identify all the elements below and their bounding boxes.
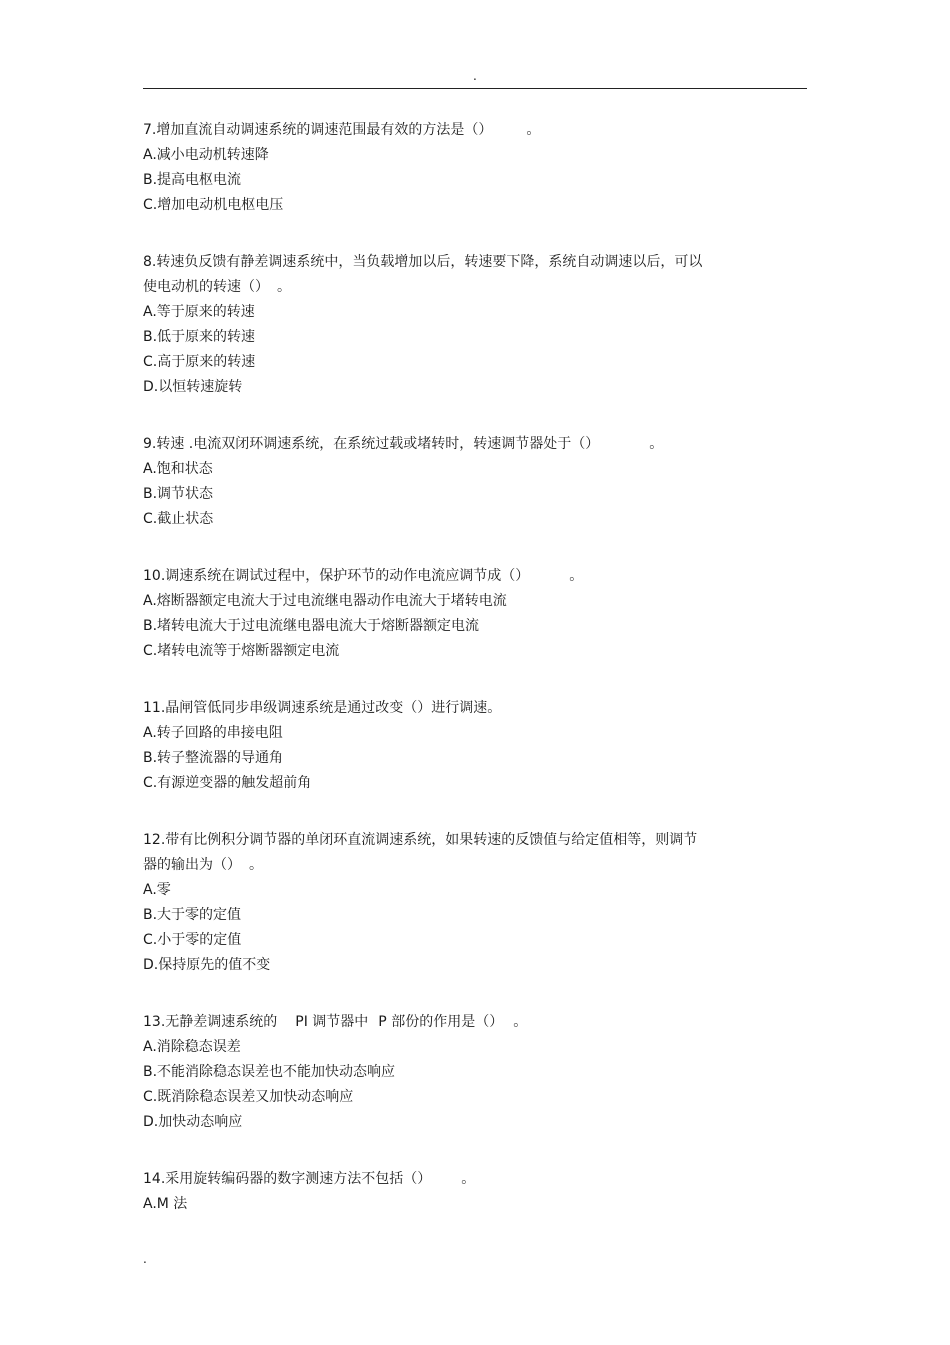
stem-text: 7.增加直流自动调速系统的调速范围最有效的方法是（） bbox=[143, 122, 493, 138]
option-b: B.转子整流器的导通角 bbox=[143, 750, 284, 766]
option-d: D.加快动态响应 bbox=[143, 1114, 243, 1130]
option-a: A.零 bbox=[143, 882, 171, 898]
question-13 bbox=[143, 1010, 743, 1135]
option-d: D.以恒转速旋转 bbox=[143, 379, 243, 395]
stem-text: 器的输出为（） bbox=[143, 857, 241, 873]
option-c: C.既消除稳态误差又加快动态响应 bbox=[143, 1089, 354, 1105]
stem-text: 9.转速 .电流双闭环调速系统，在系统过载或堵转时，转速调节器处于（） bbox=[143, 436, 600, 452]
question-stem: 12.带有比例积分调节器的单闭环直流调速系统，如果转速的反馈值与给定值相等，则调节 bbox=[143, 832, 698, 848]
question-stem bbox=[143, 432, 743, 457]
stem-period: 。 bbox=[649, 436, 664, 452]
stem-period: 。 bbox=[513, 1014, 528, 1030]
option-c: C.有源逆变器的触发超前角 bbox=[143, 775, 312, 791]
question-10 bbox=[143, 564, 743, 664]
option-a: A.熔断器额定电流大于过电流继电器动作电流大于堵转电流 bbox=[143, 593, 507, 609]
question-stem-cont bbox=[143, 853, 743, 878]
footer-mark: . bbox=[143, 1252, 147, 1266]
option-c: C.截止状态 bbox=[143, 511, 214, 527]
question-stem-cont bbox=[143, 275, 743, 300]
option-c: C.小于零的定值 bbox=[143, 932, 242, 948]
question-8 bbox=[143, 250, 743, 400]
header-mark: . bbox=[473, 69, 477, 83]
stem-text: 10.调速系统在调试过程中，保护环节的动作电流应调节成（） bbox=[143, 568, 530, 584]
question-11 bbox=[143, 696, 743, 796]
option-a: A.M 法 bbox=[143, 1196, 188, 1212]
option-c: C.增加电动机电枢电压 bbox=[143, 197, 284, 213]
stem-period: 。 bbox=[277, 279, 291, 295]
stem-text: 14.采用旋转编码器的数字测速方法不包括（） bbox=[143, 1171, 432, 1187]
question-stem: 11.晶闸管低同步串级调速系统是通过改变（）进行调速。 bbox=[143, 700, 502, 716]
option-a: A.饱和状态 bbox=[143, 461, 213, 477]
stem-period: 。 bbox=[569, 568, 584, 584]
question-stem bbox=[143, 118, 743, 143]
option-b: B.提高电枢电流 bbox=[143, 172, 242, 188]
stem-period: 。 bbox=[249, 857, 263, 873]
option-a: A.减小电动机转速降 bbox=[143, 147, 269, 163]
question-stem bbox=[143, 1167, 743, 1192]
option-b: B.低于原来的转速 bbox=[143, 329, 256, 345]
option-b: B.大于零的定值 bbox=[143, 907, 242, 923]
header-rule bbox=[143, 88, 807, 89]
option-b: B.堵转电流大于过电流继电器电流大于熔断器额定电流 bbox=[143, 618, 480, 634]
stem-text-pi: PI 调节器中 bbox=[295, 1014, 369, 1030]
question-7 bbox=[143, 118, 743, 218]
question-9 bbox=[143, 432, 743, 532]
question-stem bbox=[143, 1010, 743, 1035]
stem-text: 13.无静差调速系统的 bbox=[143, 1014, 278, 1030]
option-c: C.高于原来的转速 bbox=[143, 354, 256, 370]
option-a: A.转子回路的串接电阻 bbox=[143, 725, 283, 741]
stem-period: 。 bbox=[461, 1171, 476, 1187]
option-d: D.保持原先的值不变 bbox=[143, 957, 271, 973]
stem-period: 。 bbox=[526, 122, 541, 138]
stem-text: 使电动机的转速（） bbox=[143, 279, 269, 295]
stem-text-p: P 部份的作用是（） bbox=[378, 1014, 504, 1030]
option-b: B.不能消除稳态误差也不能加快动态响应 bbox=[143, 1064, 396, 1080]
option-b: B.调节状态 bbox=[143, 486, 214, 502]
question-stem bbox=[143, 564, 743, 589]
option-a: A.消除稳态误差 bbox=[143, 1039, 241, 1055]
question-list bbox=[143, 118, 743, 1249]
question-14 bbox=[143, 1167, 743, 1217]
question-12 bbox=[143, 828, 743, 978]
option-a: A.等于原来的转速 bbox=[143, 304, 255, 320]
option-c: C.堵转电流等于熔断器额定电流 bbox=[143, 643, 340, 659]
question-stem: 8.转速负反馈有静差调速系统中，当负载增加以后，转速要下降，系统自动调速以后，可以 bbox=[143, 254, 703, 270]
